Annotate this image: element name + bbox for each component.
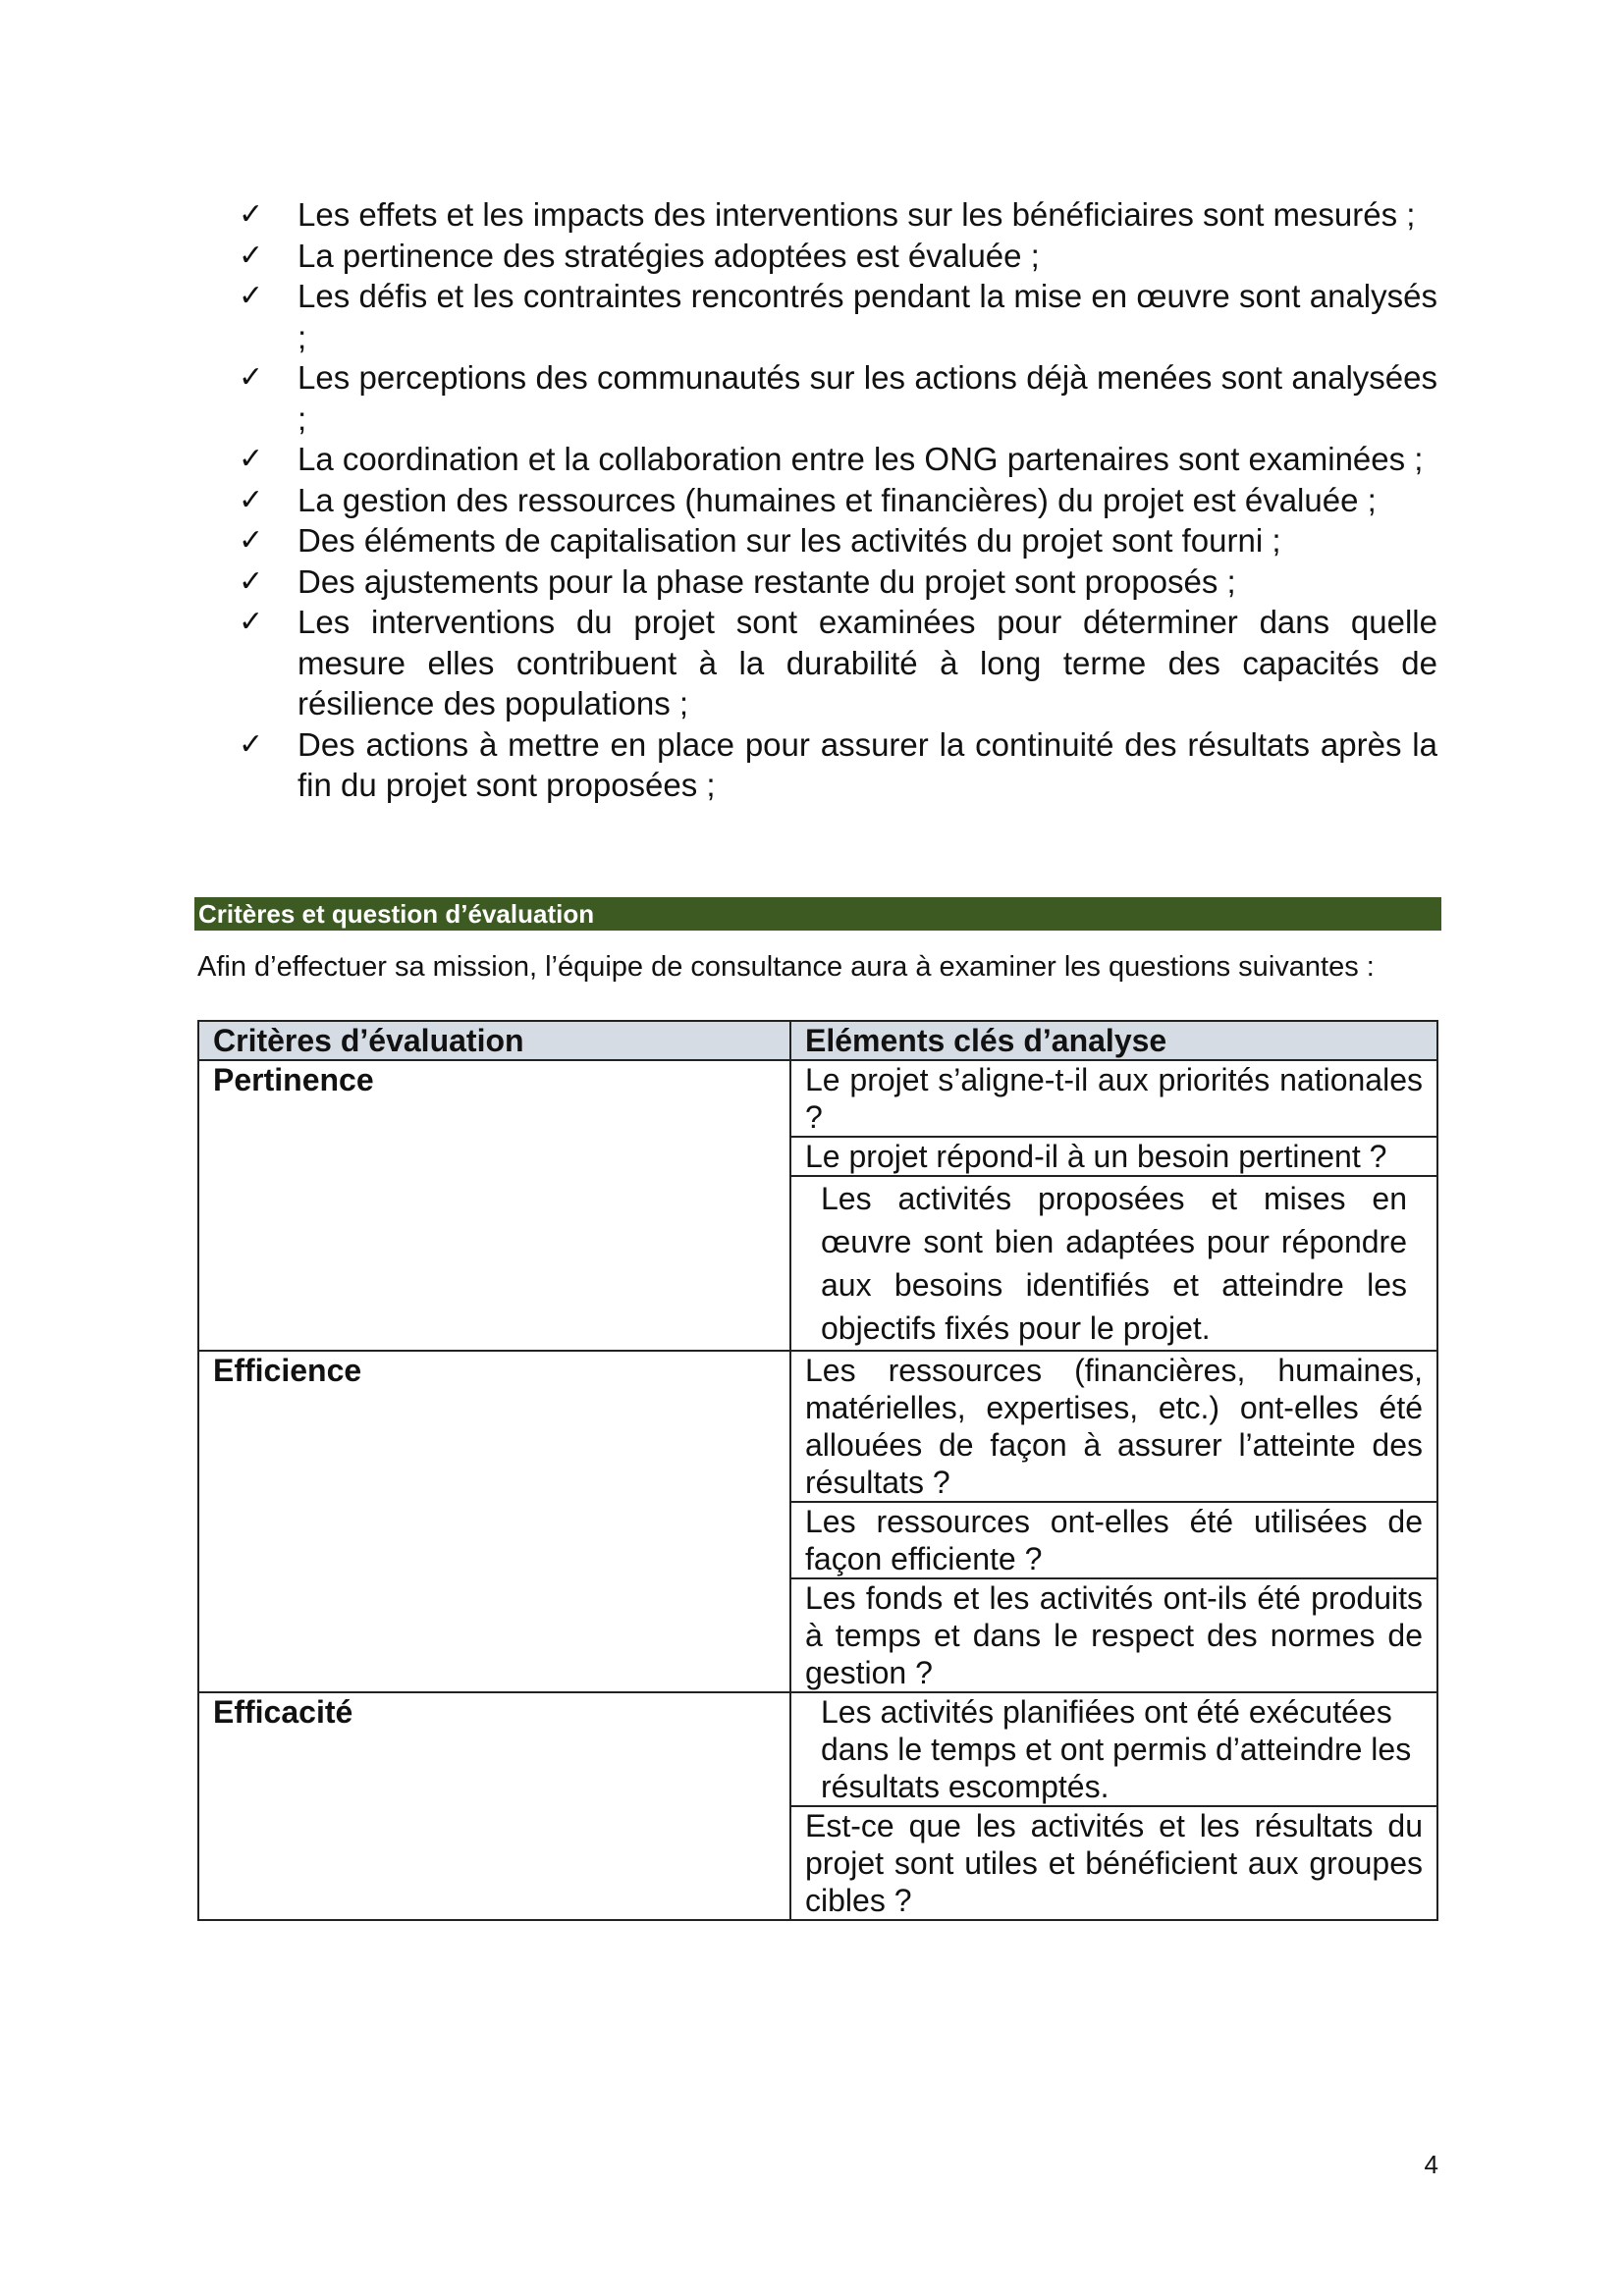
question-cell: Les ressources (financières, humaines, matérielles, expertises, etc.) ont-elles été allouées de façon à assurer l’atteinte des résultats ? bbox=[790, 1351, 1437, 1502]
question-cell: Le projet répond-il à un besoin pertinent ? bbox=[790, 1137, 1437, 1176]
table-row bbox=[198, 1692, 1437, 1806]
checklist-item: ✓ Des actions à mettre en place pour assurer la continuité des résultats après la fin du projet sont proposées ; bbox=[239, 725, 1437, 803]
checkmark-icon: ✓ bbox=[239, 606, 264, 638]
question-cell: Les activités proposées et mises en œuvre sont bien adaptées pour répondre aux besoins identifiés et atteindre les objectifs fixés pour le projet. bbox=[790, 1176, 1437, 1351]
evaluation-criteria-table bbox=[197, 1020, 1438, 1921]
criterion-cell: Efficacité bbox=[198, 1692, 790, 1920]
question-cell: Les ressources ont-elles été utilisées de façon efficiente ? bbox=[790, 1502, 1437, 1578]
checklist-item: ✓ Les interventions du projet sont examinées pour déterminer dans quelle mesure elles contribuent à la durabilité à long terme des capacités de résilience des populations ; bbox=[239, 604, 1437, 721]
checklist-item: ✓ Des éléments de capitalisation sur les activités du projet sont fourni ; bbox=[239, 520, 1437, 561]
checklist-item: ✓ La coordination et la collaboration entre les ONG partenaires sont examinées ; bbox=[239, 439, 1437, 480]
table-row bbox=[198, 1351, 1437, 1502]
table-header-row bbox=[198, 1021, 1437, 1060]
checkmark-icon: ✓ bbox=[239, 524, 264, 557]
column-header-criteria: Critères d’évaluation bbox=[198, 1021, 790, 1060]
question-cell: Les fonds et les activités ont-ils été produits à temps et dans le respect des normes de gestion ? bbox=[790, 1578, 1437, 1692]
checklist-item: ✓ La pertinence des stratégies adoptées est évaluée ; bbox=[239, 236, 1437, 277]
intro-paragraph: Afin d’effectuer sa mission, l’équipe de consultance aura à examiner les questions suivantes : bbox=[197, 951, 1375, 983]
checkmark-icon: ✓ bbox=[239, 280, 264, 312]
checkmark-icon: ✓ bbox=[239, 361, 264, 394]
checkmark-icon: ✓ bbox=[239, 443, 264, 475]
question-cell: Le projet s’aligne-t-il aux priorités nationales ? bbox=[790, 1060, 1437, 1137]
page-number: 4 bbox=[1424, 2150, 1438, 2179]
checkmark-icon: ✓ bbox=[239, 727, 264, 761]
checklist-item: ✓ Les effets et les impacts des interventions sur les bénéficiaires sont mesurés ; bbox=[239, 194, 1437, 236]
checkmark-icon: ✓ bbox=[239, 564, 264, 598]
objectives-checklist bbox=[239, 194, 1437, 806]
column-header-elements: Eléments clés d’analyse bbox=[790, 1021, 1437, 1060]
checklist-item: ✓ Des ajustements pour la phase restante du projet sont proposés ; bbox=[239, 561, 1437, 603]
checklist-item: ✓ Les défis et les contraintes rencontrés pendant la mise en œuvre sont analysés ; bbox=[239, 278, 1437, 355]
question-cell: Les activités planifiées ont été exécutées dans le temps et ont permis d’atteindre les résultats escomptés. bbox=[790, 1692, 1437, 1806]
checklist-item: ✓ Les perceptions des communautés sur les actions déjà menées sont analysées ; bbox=[239, 359, 1437, 437]
table-row bbox=[198, 1060, 1437, 1137]
checklist-item: ✓ La gestion des ressources (humaines et financières) du projet est évaluée ; bbox=[239, 480, 1437, 521]
checkmark-icon: ✓ bbox=[239, 239, 264, 272]
section-heading: Critères et question d’évaluation bbox=[194, 897, 1441, 931]
question-cell: Est-ce que les activités et les résultats du projet sont utiles et bénéficient aux groupes cibles ? bbox=[790, 1806, 1437, 1920]
criterion-cell: Pertinence bbox=[198, 1060, 790, 1351]
criterion-cell: Efficience bbox=[198, 1351, 790, 1692]
checkmark-icon: ✓ bbox=[239, 483, 264, 516]
checkmark-icon: ✓ bbox=[239, 198, 264, 231]
